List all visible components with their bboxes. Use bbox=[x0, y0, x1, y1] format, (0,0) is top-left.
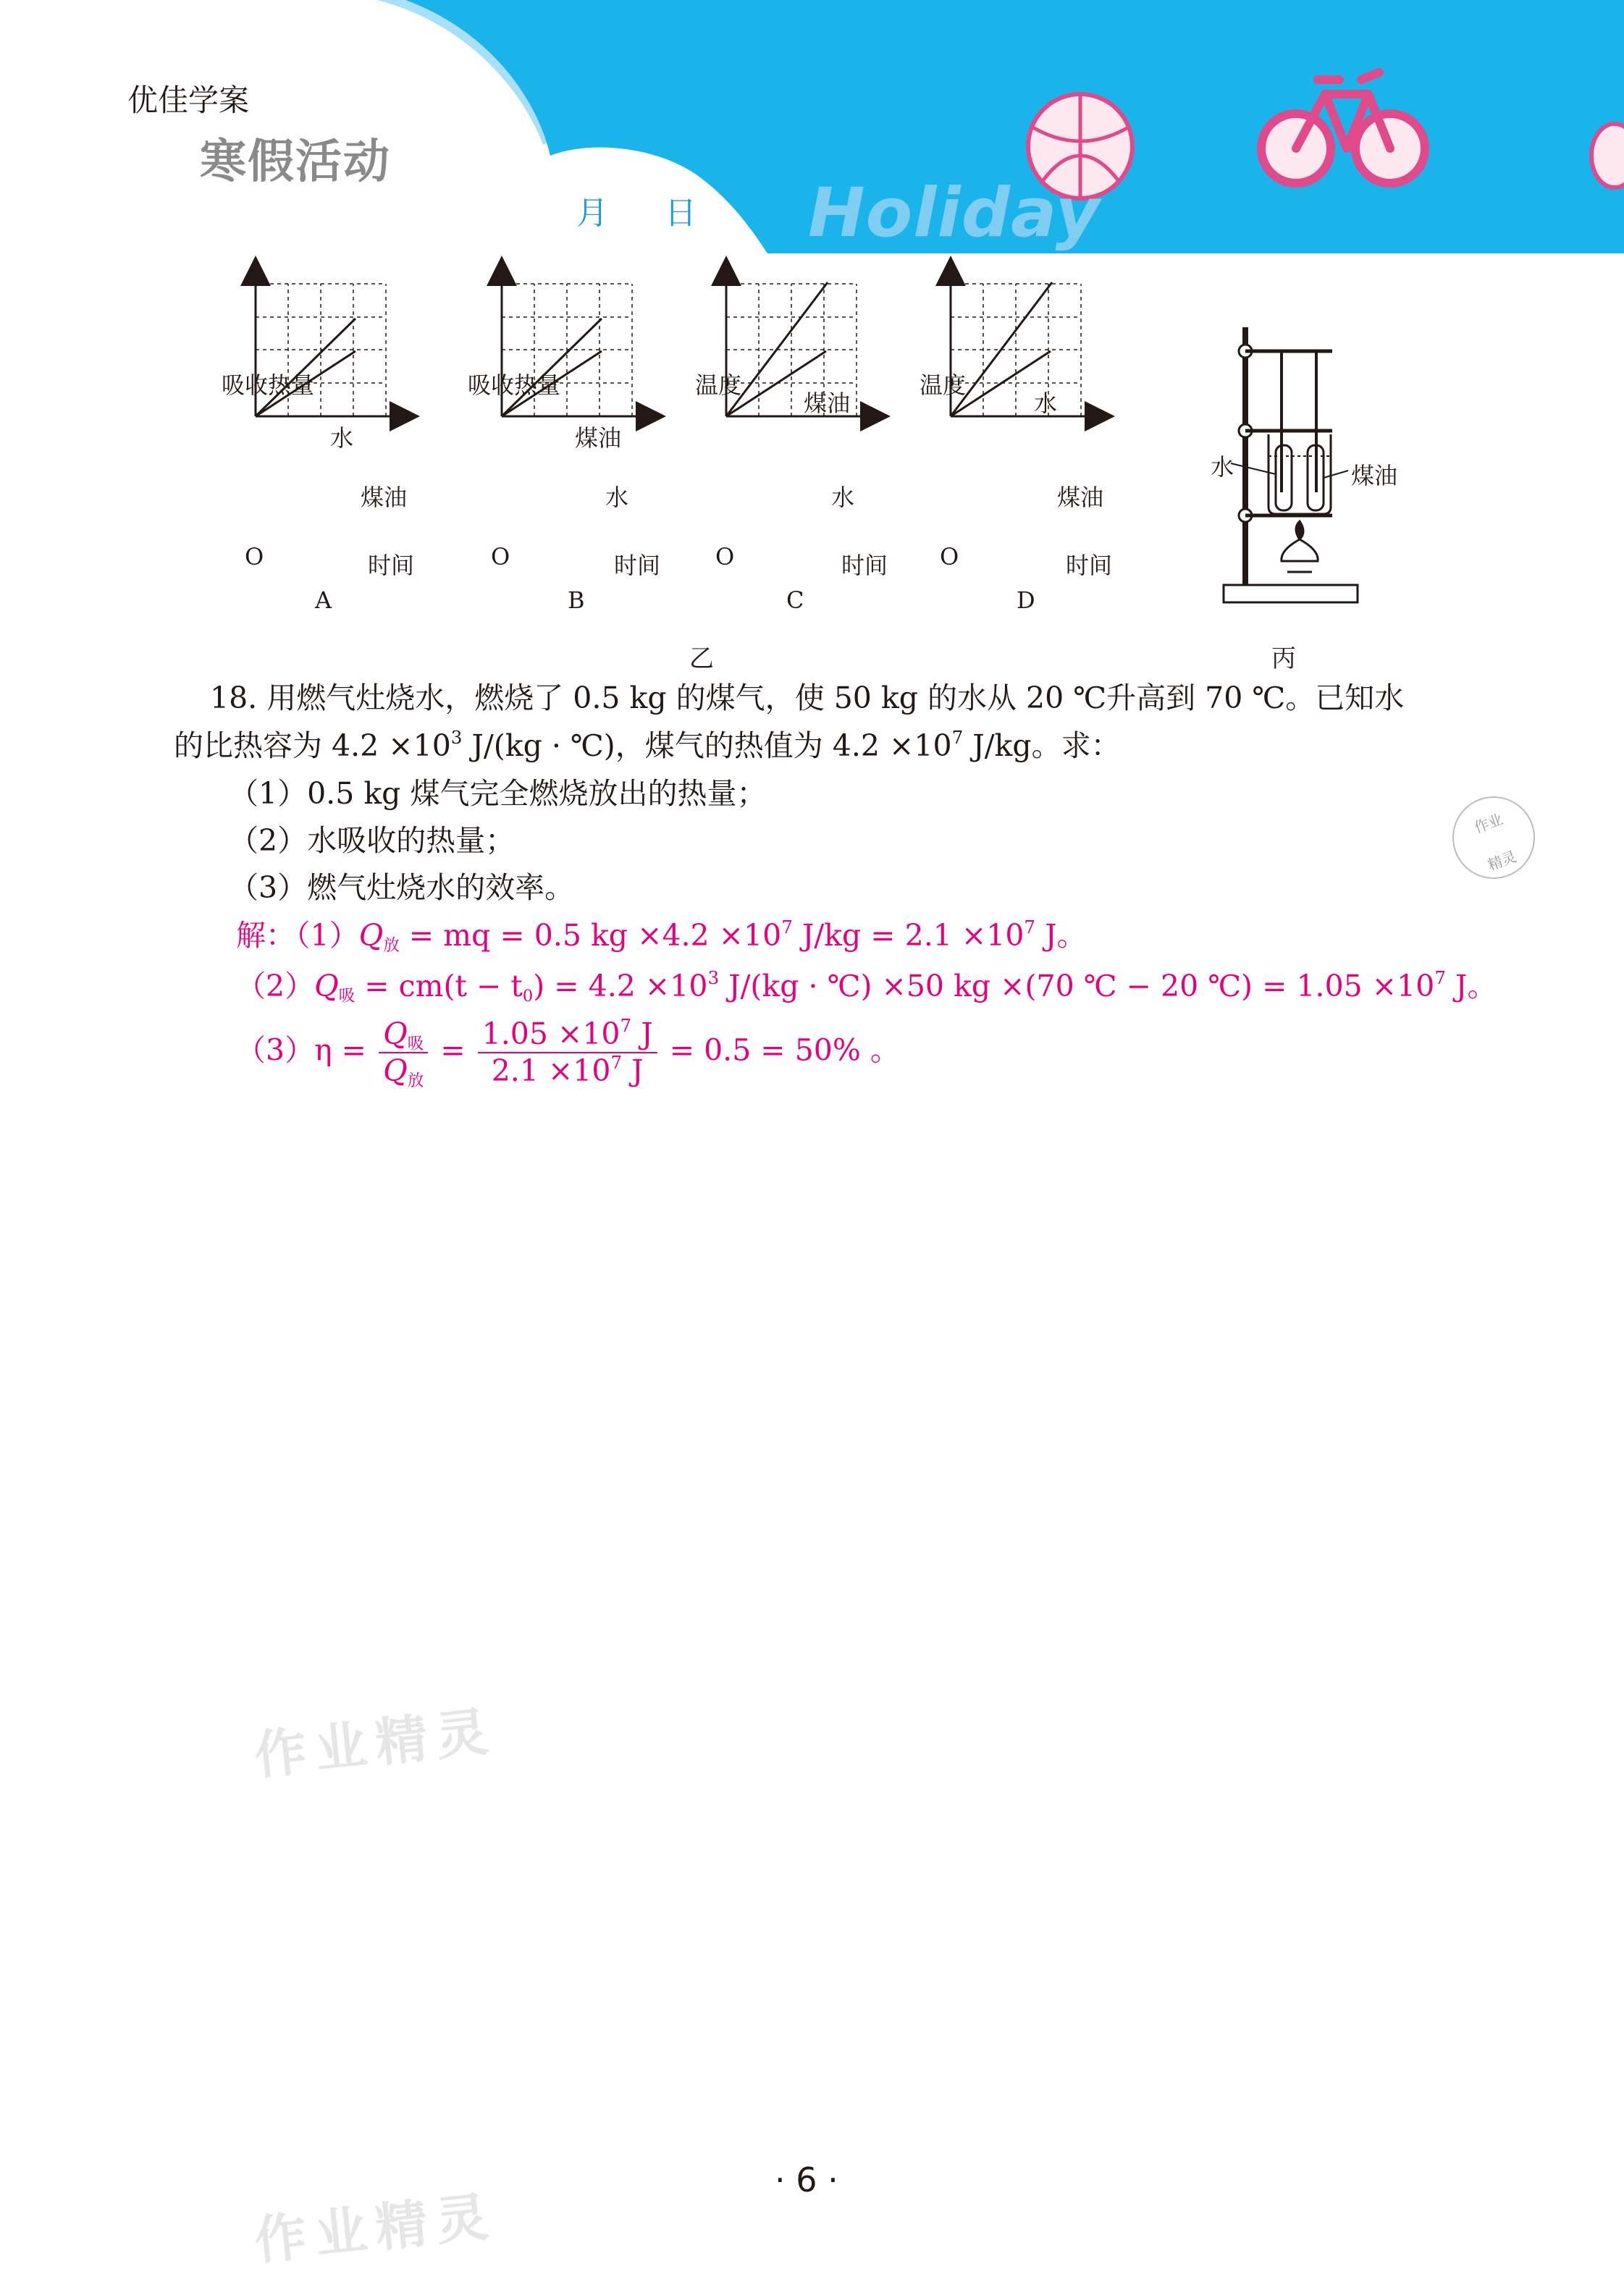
graph-a-upper-line-label: 水 bbox=[330, 424, 354, 452]
graphs-caption: 乙 bbox=[689, 644, 714, 673]
subscript: 0 bbox=[522, 986, 534, 1006]
graph-c-upper-line-label: 煤油 bbox=[804, 389, 851, 417]
numerator-value: 1.05 ×10 bbox=[481, 1016, 620, 1051]
answer-prefix: （3）η = bbox=[236, 1032, 376, 1068]
question-number: 18. bbox=[210, 681, 258, 715]
apparatus-kerosene-label: 煤油 bbox=[1351, 462, 1398, 489]
answer-prefix: （2） bbox=[236, 969, 315, 1003]
holiday-title: Holiday bbox=[808, 174, 1101, 253]
fraction-denominator bbox=[478, 1053, 657, 1086]
answer-text: = cm(t − t bbox=[355, 969, 523, 1003]
efficiency-fraction bbox=[379, 1016, 428, 1090]
question-text-2c: J/kg。求： bbox=[963, 728, 1121, 763]
answer-line-3 bbox=[236, 1014, 900, 1090]
graph-c-label: C bbox=[786, 586, 804, 614]
graph-d-upper-line-label: 水 bbox=[1034, 389, 1058, 417]
graph-d-lower-line-label: 煤油 bbox=[1057, 484, 1104, 511]
denominator-value: 2.1 ×10 bbox=[491, 1053, 611, 1088]
question-text-2a: 的比热容为 4.2 ×10 bbox=[174, 728, 451, 763]
answer-text: J。 bbox=[1035, 918, 1087, 953]
q-symbol: Q bbox=[358, 918, 384, 953]
subscript: 吸 bbox=[407, 1034, 424, 1053]
apparatus-caption: 丙 bbox=[1271, 644, 1296, 673]
exponent: 3 bbox=[450, 726, 463, 748]
brand-subtitle: 寒假活动 bbox=[200, 135, 391, 189]
month-label: 月 bbox=[576, 195, 608, 232]
answer-line-2 bbox=[236, 967, 1497, 1006]
question-line-2 bbox=[174, 726, 1121, 763]
sub-question-1: （1）0.5 kg 煤气完全燃烧放出的热量； bbox=[229, 776, 767, 811]
answer-prefix: 解：（1） bbox=[236, 918, 359, 953]
exponent: 7 bbox=[951, 726, 964, 748]
fraction-numerator bbox=[379, 1016, 428, 1053]
fraction-numerator bbox=[478, 1014, 657, 1053]
apparatus-water-label: 水 bbox=[1211, 453, 1234, 481]
stamp-logo bbox=[1441, 785, 1547, 890]
answer-text: = mq = 0.5 kg ×4.2 ×10 bbox=[399, 918, 782, 953]
graph-b-upper-line-label: 煤油 bbox=[575, 424, 622, 452]
answer-text: J/kg = 2.1 ×10 bbox=[792, 918, 1025, 953]
question-text-1: 用燃气灶烧水，燃烧了 0.5 kg 的煤气，使 50 kg 的水从 20 ℃升高到 70 ℃。已知水 bbox=[266, 681, 1405, 715]
graph-c-ylabel: 温度 bbox=[695, 371, 742, 399]
question-text-2b: J/(kg · ℃)，煤气的热值为 4.2 ×10 bbox=[462, 728, 952, 763]
stamp-text-top: 作业 bbox=[1471, 810, 1505, 837]
heating-apparatus bbox=[1224, 327, 1358, 602]
equals-sign: = bbox=[431, 1032, 475, 1068]
graph-c-xlabel: 时间 bbox=[841, 552, 888, 579]
graph-b-ylabel: 吸收热量 bbox=[468, 371, 561, 399]
unit: J bbox=[631, 1016, 653, 1051]
q-symbol: Q bbox=[383, 1053, 408, 1088]
subscript: 放 bbox=[383, 935, 400, 955]
graph-d-xlabel: 时间 bbox=[1066, 552, 1113, 579]
graph-b-xlabel: 时间 bbox=[614, 552, 661, 579]
graph-c-origin: O bbox=[715, 543, 735, 570]
graph-d-label: D bbox=[1017, 586, 1035, 614]
sub-question-2: （2）水吸收的热量； bbox=[229, 823, 516, 858]
graph-a-xlabel: 时间 bbox=[368, 552, 415, 579]
watermark-middle: 作业精灵 bbox=[251, 1700, 500, 1787]
graph-b-lower-line-label: 水 bbox=[605, 484, 629, 511]
exponent: 7 bbox=[620, 1014, 632, 1036]
day-label: 日 bbox=[665, 195, 697, 232]
answer-text: J。 bbox=[1445, 969, 1497, 1003]
graph-a-ylabel: 吸收热量 bbox=[222, 371, 315, 399]
graph-c-lower-line-label: 水 bbox=[831, 484, 855, 511]
exponent: 7 bbox=[781, 916, 793, 938]
sub-question-3: （3）燃气灶烧水的效率。 bbox=[229, 870, 575, 905]
answer-line-1 bbox=[236, 916, 1087, 955]
graph-a-label: A bbox=[315, 586, 332, 614]
q-symbol: Q bbox=[383, 1016, 408, 1051]
graph-d-origin: O bbox=[940, 543, 959, 570]
answer-text: J/(kg · ℃) ×50 kg ×(70 ℃ − 20 ℃) = 1.05 ×10 bbox=[719, 969, 1435, 1003]
exponent: 7 bbox=[1024, 916, 1036, 938]
graph-b-origin: O bbox=[491, 543, 510, 570]
graph-figures bbox=[0, 0, 1624, 688]
graph-b-label: B bbox=[568, 586, 585, 614]
stamp-text-bottom: 精灵 bbox=[1485, 847, 1519, 875]
graph-a-origin: O bbox=[245, 543, 264, 570]
subscript: 吸 bbox=[338, 986, 355, 1006]
graph-d bbox=[951, 264, 1106, 416]
graph-d-ylabel: 温度 bbox=[920, 371, 967, 399]
q-symbol: Q bbox=[314, 969, 339, 1003]
brand-name: 优佳学案 bbox=[127, 83, 250, 118]
value-fraction bbox=[478, 1014, 657, 1088]
exponent: 3 bbox=[707, 967, 720, 988]
exponent: 7 bbox=[610, 1051, 623, 1073]
unit: J bbox=[622, 1053, 644, 1088]
watermark-bottom: 作业精灵 bbox=[251, 2185, 500, 2272]
graph-a-lower-line-label: 煤油 bbox=[361, 484, 408, 511]
answer-text: = 0.5 = 50% 。 bbox=[660, 1032, 900, 1068]
answer-text: ) = 4.2 ×10 bbox=[533, 969, 708, 1003]
subscript: 放 bbox=[407, 1071, 424, 1090]
exponent: 7 bbox=[1434, 967, 1446, 988]
question-line-1 bbox=[210, 683, 1404, 713]
page-number: · 6 · bbox=[775, 2160, 838, 2199]
fraction-denominator bbox=[379, 1053, 428, 1090]
